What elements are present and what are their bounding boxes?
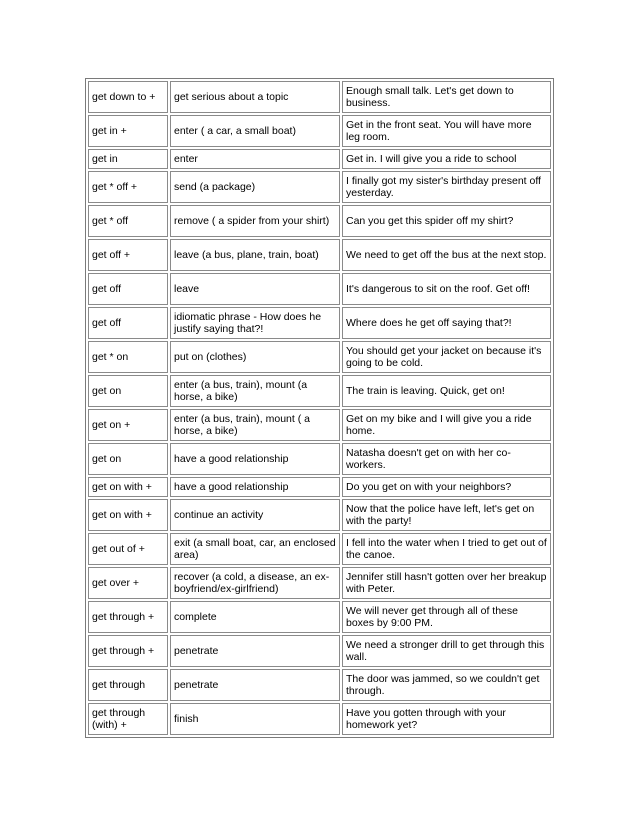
meaning-cell: penetrate bbox=[170, 669, 340, 701]
example-cell: We need to get off the bus at the next stop. bbox=[342, 239, 551, 271]
table-row bbox=[88, 341, 551, 373]
verb-cell: get through + bbox=[88, 635, 168, 667]
verb-cell: get down to + bbox=[88, 81, 168, 113]
meaning-cell: leave bbox=[170, 273, 340, 305]
meaning-cell: idiomatic phrase - How does he justify saying that?! bbox=[170, 307, 340, 339]
table-row bbox=[88, 115, 551, 147]
verb-cell: get through + bbox=[88, 601, 168, 633]
meaning-cell: remove ( a spider from your shirt) bbox=[170, 205, 340, 237]
example-cell: Get in the front seat. You will have more leg room. bbox=[342, 115, 551, 147]
table-row bbox=[88, 669, 551, 701]
table-row bbox=[88, 149, 551, 169]
example-cell: Where does he get off saying that?! bbox=[342, 307, 551, 339]
verb-cell: get * off bbox=[88, 205, 168, 237]
table-row bbox=[88, 601, 551, 633]
example-cell: It's dangerous to sit on the roof. Get off! bbox=[342, 273, 551, 305]
meaning-cell: enter (a bus, train), mount (a horse, a bike) bbox=[170, 375, 340, 407]
table-row bbox=[88, 443, 551, 475]
table-row bbox=[88, 239, 551, 271]
table-row bbox=[88, 273, 551, 305]
meaning-cell: enter ( a car, a small boat) bbox=[170, 115, 340, 147]
meaning-cell: recover (a cold, a disease, an ex-boyfriend/ex-girlfriend) bbox=[170, 567, 340, 599]
verb-cell: get on + bbox=[88, 409, 168, 441]
table-row bbox=[88, 477, 551, 497]
phrasal-verb-table bbox=[85, 78, 554, 738]
table-row bbox=[88, 533, 551, 565]
example-cell: I fell into the water when I tried to get out of the canoe. bbox=[342, 533, 551, 565]
verb-cell: get * on bbox=[88, 341, 168, 373]
verb-cell: get through bbox=[88, 669, 168, 701]
example-cell: Jennifer still hasn't gotten over her breakup with Peter. bbox=[342, 567, 551, 599]
meaning-cell: continue an activity bbox=[170, 499, 340, 531]
table-row bbox=[88, 499, 551, 531]
example-cell: We will never get through all of these boxes by 9:00 PM. bbox=[342, 601, 551, 633]
example-cell: You should get your jacket on because it's going to be cold. bbox=[342, 341, 551, 373]
example-cell: I finally got my sister's birthday present off yesterday. bbox=[342, 171, 551, 203]
verb-cell: get on with + bbox=[88, 499, 168, 531]
table-row bbox=[88, 703, 551, 735]
example-cell: Now that the police have left, let's get on with the party! bbox=[342, 499, 551, 531]
meaning-cell: exit (a small boat, car, an enclosed area) bbox=[170, 533, 340, 565]
meaning-cell: put on (clothes) bbox=[170, 341, 340, 373]
verb-cell: get on with + bbox=[88, 477, 168, 497]
table-row bbox=[88, 81, 551, 113]
verb-cell: get * off + bbox=[88, 171, 168, 203]
meaning-cell: get serious about a topic bbox=[170, 81, 340, 113]
table-row bbox=[88, 307, 551, 339]
meaning-cell: complete bbox=[170, 601, 340, 633]
meaning-cell: enter (a bus, train), mount ( a horse, a bike) bbox=[170, 409, 340, 441]
meaning-cell: finish bbox=[170, 703, 340, 735]
meaning-cell: have a good relationship bbox=[170, 477, 340, 497]
example-cell: Can you get this spider off my shirt? bbox=[342, 205, 551, 237]
table-row bbox=[88, 171, 551, 203]
example-cell: Enough small talk. Let's get down to business. bbox=[342, 81, 551, 113]
verb-cell: get through (with) + bbox=[88, 703, 168, 735]
table-row bbox=[88, 409, 551, 441]
verb-cell: get out of + bbox=[88, 533, 168, 565]
example-cell: Have you gotten through with your homework yet? bbox=[342, 703, 551, 735]
table-row bbox=[88, 375, 551, 407]
example-cell: We need a stronger drill to get through this wall. bbox=[342, 635, 551, 667]
meaning-cell: send (a package) bbox=[170, 171, 340, 203]
example-cell: The train is leaving. Quick, get on! bbox=[342, 375, 551, 407]
verb-cell: get off + bbox=[88, 239, 168, 271]
example-cell: Do you get on with your neighbors? bbox=[342, 477, 551, 497]
example-cell: Get on my bike and I will give you a ride home. bbox=[342, 409, 551, 441]
table-row bbox=[88, 205, 551, 237]
verb-cell: get on bbox=[88, 375, 168, 407]
example-cell: Get in. I will give you a ride to school bbox=[342, 149, 551, 169]
example-cell: Natasha doesn't get on with her co-workers. bbox=[342, 443, 551, 475]
verb-cell: get off bbox=[88, 273, 168, 305]
verb-cell: get on bbox=[88, 443, 168, 475]
meaning-cell: have a good relationship bbox=[170, 443, 340, 475]
table-row bbox=[88, 567, 551, 599]
example-cell: The door was jammed, so we couldn't get through. bbox=[342, 669, 551, 701]
verb-cell: get off bbox=[88, 307, 168, 339]
verb-cell: get in + bbox=[88, 115, 168, 147]
meaning-cell: penetrate bbox=[170, 635, 340, 667]
meaning-cell: enter bbox=[170, 149, 340, 169]
table-row bbox=[88, 635, 551, 667]
meaning-cell: leave (a bus, plane, train, boat) bbox=[170, 239, 340, 271]
verb-cell: get in bbox=[88, 149, 168, 169]
verb-cell: get over + bbox=[88, 567, 168, 599]
